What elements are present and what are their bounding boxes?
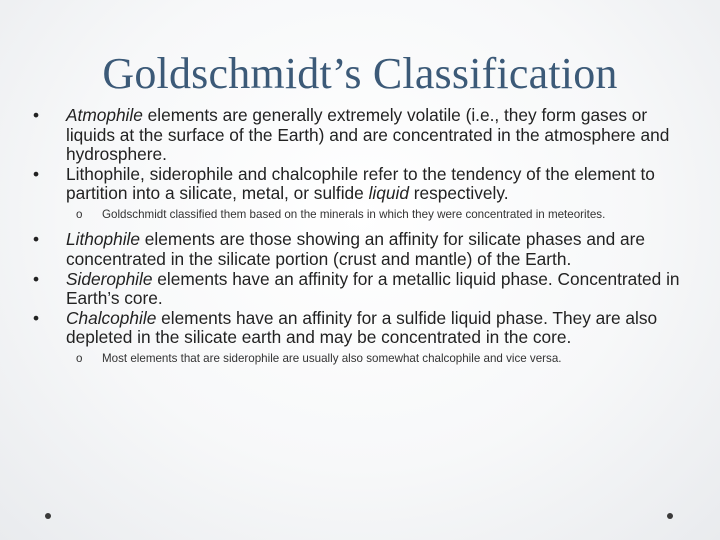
bullet-atmophile [26,106,694,165]
bullet-text: Lithophile, siderophile and chalcophile refer to the tendency of the element to partition into a silicate, metal, or sulfide [66,163,655,204]
slide-body [26,106,694,370]
bullet-chalcophile [26,309,694,348]
bullet-text: elements have an affinity for a sulfide liquid phase. They are also depleted in the silicate earth and may be concentrated in the core. [66,307,658,348]
bullet-marker: • [32,163,40,184]
term-siderophile: Siderophile [66,268,153,289]
term-lithophile: Lithophile [66,229,140,250]
sub-bullet-marker: o [76,207,83,221]
bullet-text: elements are generally extremely volatile (i.e., they form gases or liquids at the surface of the Earth) and are concentrated in the atmosphere and hydrosphere. [66,105,670,165]
bullet-marker: • [32,268,40,289]
sub-bullet-vice-versa [26,353,694,365]
decorative-dot-right [667,513,673,519]
bullet-text: elements have an affinity for a metallic liquid phase. Concentrated in Earth’s core. [66,268,680,309]
emphasis-liquid: liquid [368,183,409,204]
bullet-marker: • [32,307,40,328]
bullet-text: elements are those showing an affinity for silicate phases and are concentrated in the silicate portion (crust and mantle) of the Earth. [66,229,645,269]
bullet-partition [26,165,694,204]
slide-title: Goldschmidt’s Classification [102,49,618,98]
bullet-siderophile [26,270,694,309]
sub-bullet-marker: o [76,351,83,365]
term-atmophile: Atmophile [66,105,143,125]
sub-bullet-text: Goldschmidt classified them based on the minerals in which they were concentrated in meteorites. [102,207,606,221]
sub-bullet-text: Most elements that are siderophile are usually also somewhat chalcophile and vice versa. [102,351,562,365]
bullet-marker: • [32,229,40,250]
bullet-text-end: respectively. [408,183,509,204]
sub-bullet-meteorites [26,209,694,221]
bullet-lithophile [26,230,694,269]
term-chalcophile: Chalcophile [66,307,157,328]
bullet-marker: • [32,105,40,125]
decorative-dot-left [45,513,51,519]
